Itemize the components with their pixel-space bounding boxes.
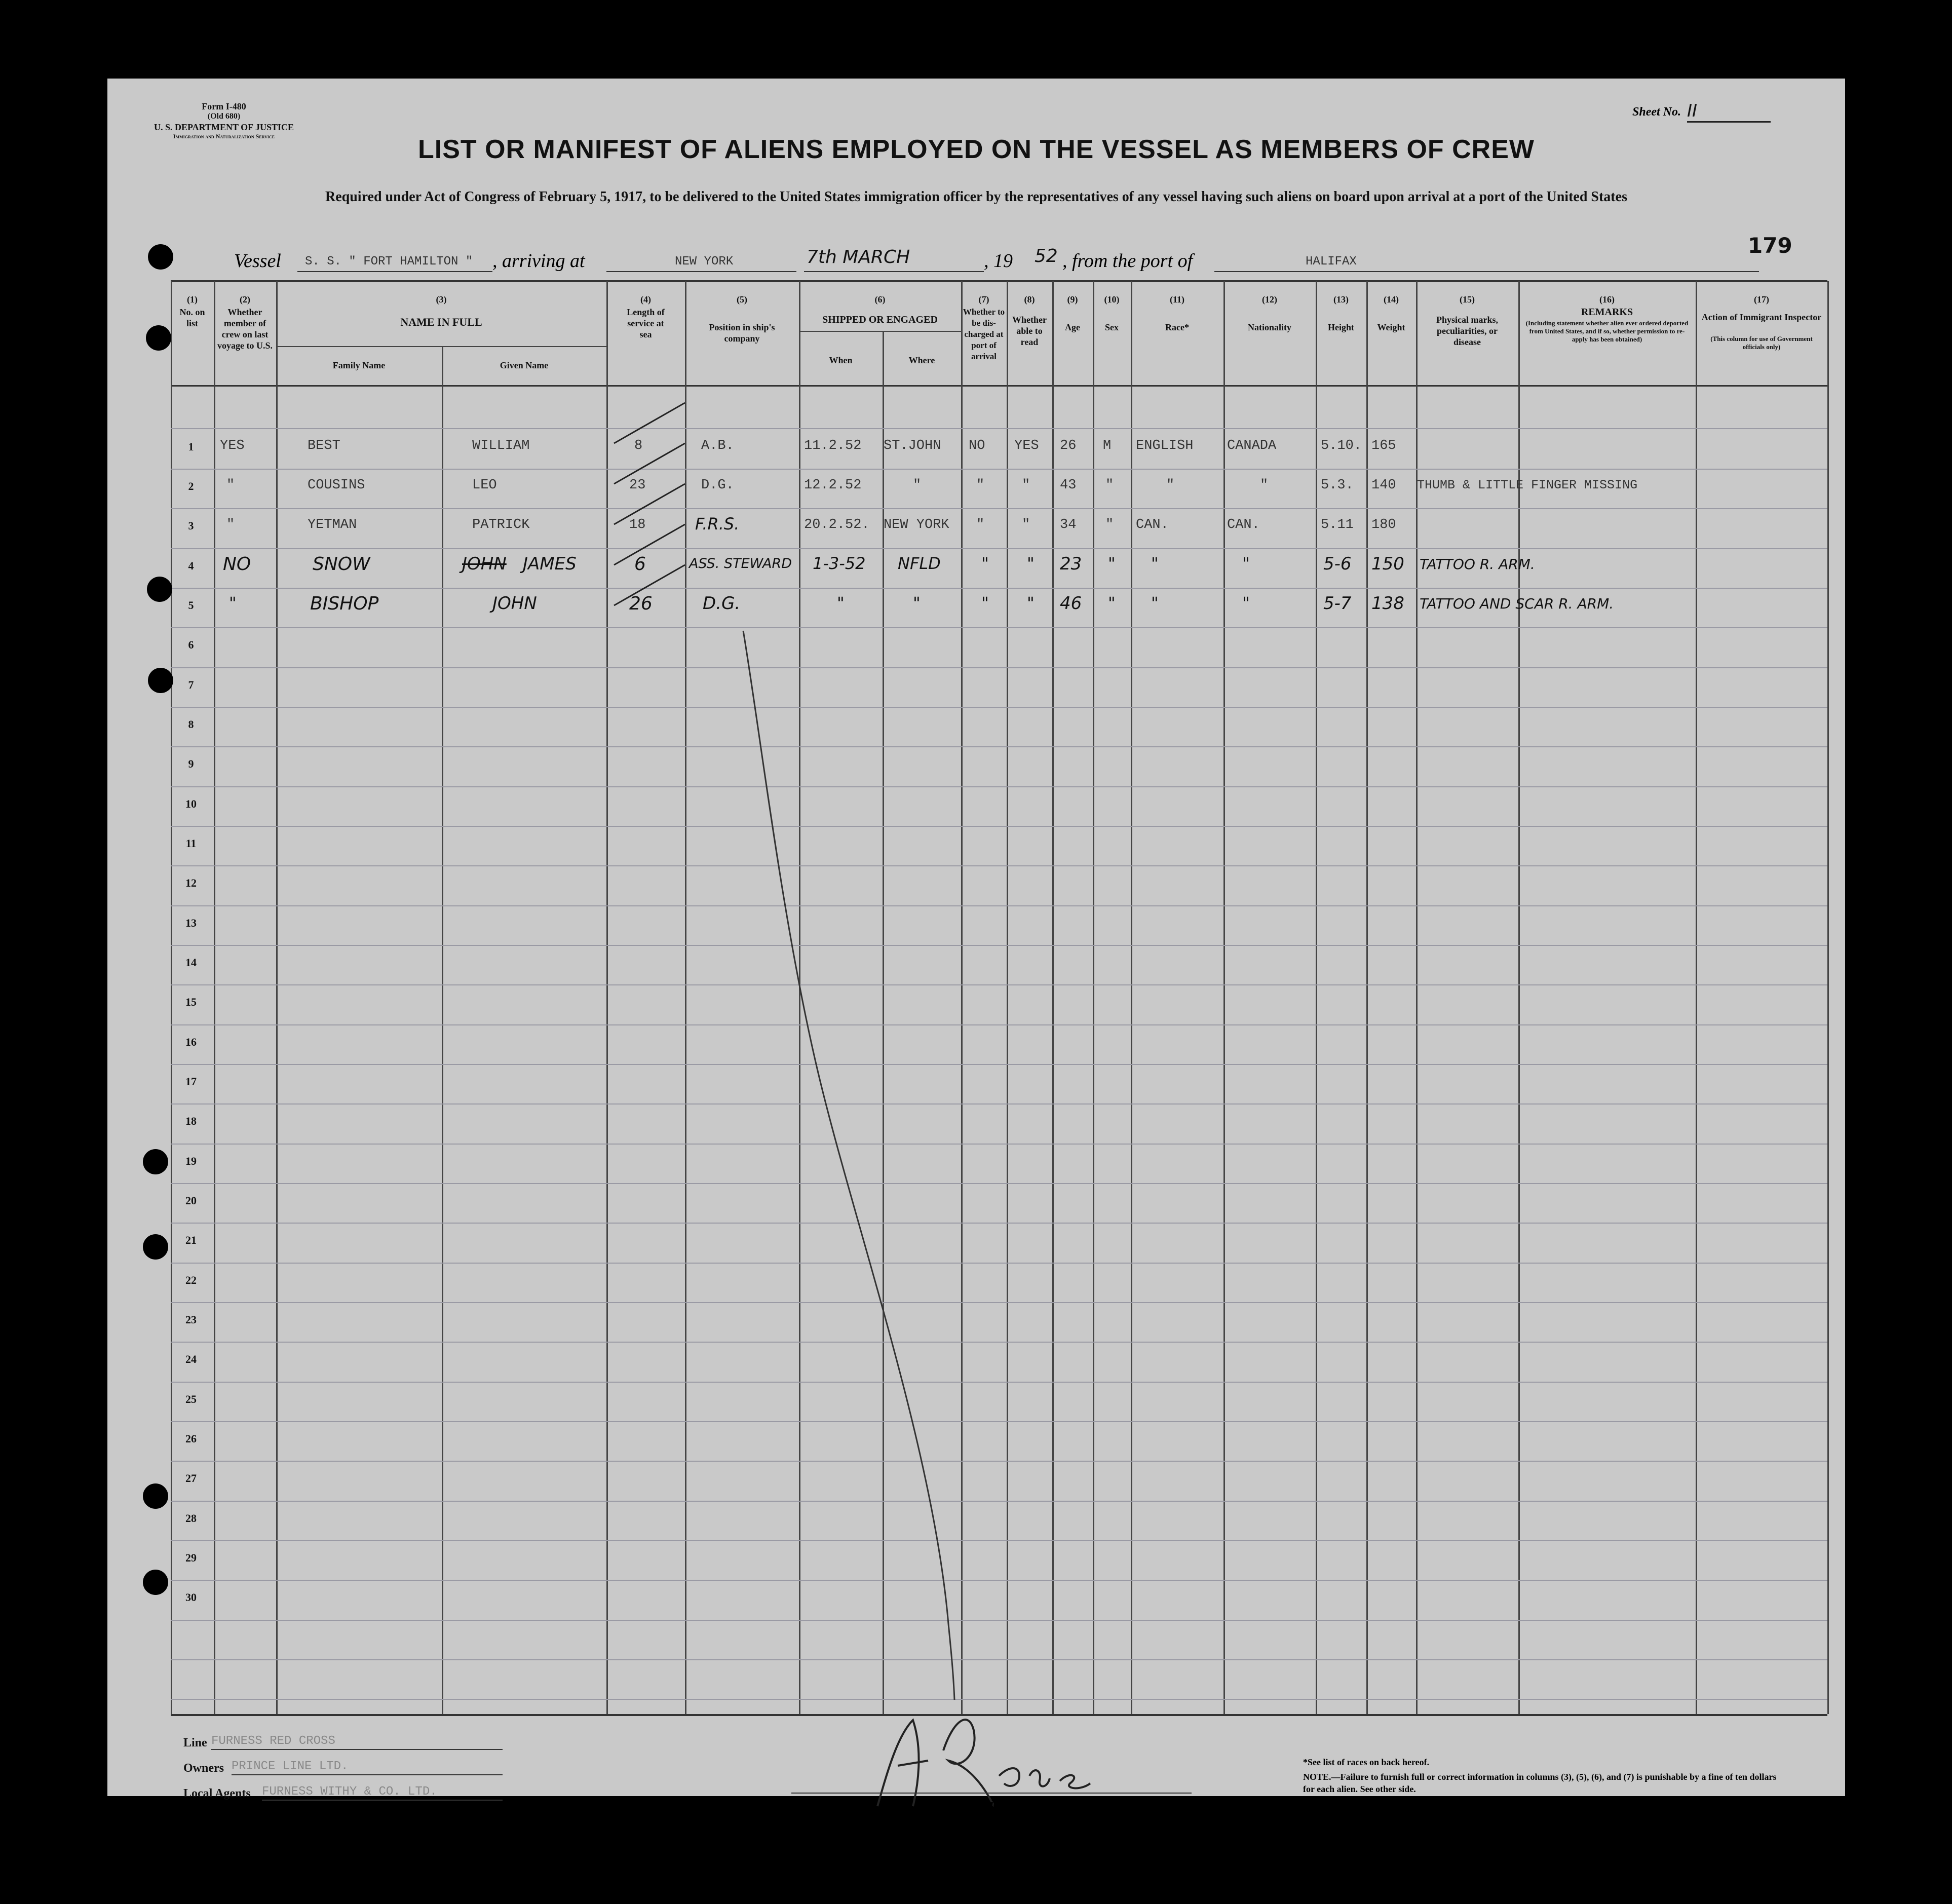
col15-number: (15) [1460, 294, 1475, 304]
arriving-port: NEW YORK [675, 255, 734, 269]
height: 5-7 [1323, 593, 1352, 614]
row-number: 15 [185, 996, 197, 1008]
service-years: 8 [634, 438, 643, 453]
nationality: " [1260, 478, 1269, 493]
row-number: 5 [188, 599, 194, 612]
binder-hole [148, 668, 173, 693]
row-number: 12 [185, 877, 197, 889]
inspector-label: Immigrant Inspector [969, 1797, 1064, 1810]
service-years: 18 [629, 517, 646, 532]
row-number: 17 [185, 1075, 197, 1088]
row-number: 20 [185, 1194, 197, 1207]
shipped-when: 12.2.52 [804, 478, 862, 493]
given-name: PATRICK [472, 517, 530, 532]
shipped-where: NFLD [898, 554, 941, 573]
binder-hole [143, 1483, 168, 1509]
race: ENGLISH [1136, 438, 1194, 453]
age: 34 [1060, 517, 1077, 532]
inspector-line [791, 1793, 1192, 1794]
sex: " [1105, 517, 1114, 532]
weight: 165 [1371, 438, 1396, 453]
nationality: CANADA [1227, 438, 1277, 453]
row-number: 8 [188, 718, 194, 731]
row-number: 18 [185, 1115, 197, 1127]
prev-voyage: NO [223, 554, 251, 575]
prev-voyage: " [226, 478, 235, 493]
from-label: , from the port of [1062, 250, 1193, 272]
given-name: JOHN [492, 593, 537, 614]
physical-marks: TATTOO AND SCAR R. ARM. [1420, 595, 1614, 612]
col16-number: (16) [1599, 294, 1615, 304]
col13-number: (13) [1333, 294, 1349, 304]
sex: " [1108, 554, 1116, 573]
owners-value: PRINCE LINE LTD. [232, 1760, 349, 1773]
sex: " [1108, 593, 1116, 613]
from-port: HALIFAX [1306, 255, 1357, 269]
row-number: 4 [188, 559, 194, 572]
line-value: FURNESS RED CROSS [211, 1734, 335, 1748]
row-number: 21 [185, 1234, 197, 1246]
height: 5.3. [1321, 478, 1354, 493]
page-title: LIST OR MANIFEST OF ALIENS EMPLOYED ON THE VESSEL AS MEMBERS OF CREW [418, 135, 1535, 164]
row-number: 25 [185, 1393, 197, 1405]
family-name: COUSINS [308, 478, 365, 493]
year-prefix: , 19 [984, 250, 1013, 272]
discharged: " [976, 478, 985, 493]
able-to-read: YES [1014, 438, 1039, 453]
shipped-where: ST.JOHN [884, 438, 941, 453]
manifest-sheet [107, 79, 1845, 1810]
col9-label: Age [1065, 322, 1080, 332]
col5-label: Position in ship's company [709, 322, 775, 344]
agents-label: Local Agents [183, 1787, 251, 1800]
shipped-when: 11.2.52 [804, 438, 862, 453]
position: F.R.S. [695, 514, 740, 534]
row-number: 2 [188, 480, 194, 492]
row-number: 30 [185, 1591, 197, 1604]
col8-label: Whether able to read [1012, 315, 1047, 347]
physical-marks: THUMB & LITTLE FINGER MISSING [1417, 478, 1638, 492]
col11-number: (11) [1170, 294, 1184, 304]
service-years: 23 [629, 478, 646, 493]
age: 26 [1060, 438, 1077, 453]
row-number: 6 [188, 638, 194, 651]
discharged: " [976, 517, 985, 532]
col4-label: Length of service at sea [627, 307, 665, 339]
col8-number: (8) [1024, 294, 1035, 304]
col10-number: (10) [1104, 294, 1120, 304]
page-number: 179 [1748, 233, 1792, 258]
row-number: 1 [188, 440, 194, 453]
discharged: " [981, 554, 989, 573]
prev-voyage: " [229, 593, 237, 613]
height: 5.10. [1321, 438, 1362, 453]
weight: 138 [1371, 593, 1404, 614]
prev-voyage: " [226, 517, 235, 532]
family-name: BEST [308, 438, 340, 453]
service-years: 26 [629, 593, 653, 614]
row-number: 24 [185, 1353, 197, 1365]
col7-label: Whether to be dis-charged at port of arrival [963, 307, 1005, 361]
pen-strokes [107, 79, 1845, 1796]
row-number: 11 [185, 837, 197, 850]
row-number: 14 [185, 956, 197, 969]
nationality: " [1242, 554, 1250, 573]
col5-number: (5) [737, 294, 747, 304]
form-old-number: (Old 680) [207, 112, 241, 121]
department: U. S. DEPARTMENT OF JUSTICE [154, 122, 294, 132]
physical-marks: TATTOO R. ARM. [1420, 556, 1535, 573]
shipped-where: NEW YORK [884, 517, 949, 532]
row-number: 19 [185, 1155, 197, 1167]
service-check-stroke [614, 403, 685, 605]
row-number: 27 [185, 1472, 197, 1484]
shipped-when: " [837, 593, 845, 613]
row-number: 29 [185, 1551, 197, 1564]
family-name: YETMAN [308, 517, 357, 532]
service: Immigration and Naturalization Service [173, 133, 275, 140]
vertical-pen-line [743, 631, 954, 1700]
col7-number: (7) [978, 294, 989, 304]
arriving-label: , arriving at [492, 250, 585, 272]
row-number: 28 [185, 1512, 197, 1525]
col1-label: No. on list [179, 307, 205, 328]
penalty-note: NOTE.—Failure to furnish full or correct information in columns (3), (5), (6), and (7) is punishable by a fine of ten dollars for each alien. See other side. [1303, 1772, 1777, 1794]
line-underline [211, 1749, 503, 1750]
binder-hole [146, 325, 171, 351]
col17-label: Action of Immigrant Inspector [1701, 312, 1822, 322]
owners-label: Owners [183, 1762, 224, 1775]
able-to-read: " [1027, 593, 1035, 613]
col13-label: Height [1328, 322, 1354, 332]
when-header: When [829, 355, 853, 365]
age: 43 [1060, 478, 1077, 493]
year-value: 52 [1035, 246, 1058, 266]
given-name-header: Given Name [500, 360, 549, 370]
col12-label: Nationality [1247, 322, 1291, 332]
page-subtitle: Required under Act of Congress of February 5, 1917, to be delivered to the United States immigration officer by the representatives of any vessel having such aliens on board upon arrival at a port of the United States [325, 189, 1627, 205]
nationality: CAN. [1227, 517, 1260, 532]
col9-number: (9) [1067, 294, 1078, 304]
row-number: 22 [185, 1274, 197, 1286]
shipped-when: 1-3-52 [813, 554, 866, 573]
col2-label: Whether member of crew on last voyage to U.S. [217, 307, 273, 351]
col12-number: (12) [1262, 294, 1277, 304]
col15-label: Physical marks, peculiarities, or disease [1436, 315, 1498, 347]
col16-label: REMARKS [1581, 307, 1633, 318]
arrival-date: 7th MARCH [807, 247, 910, 268]
vessel-label: Vessel [234, 250, 281, 272]
family-name-header: Family Name [332, 360, 386, 370]
col17-note: (This column for use of Government officials only) [1710, 335, 1813, 351]
age: 23 [1060, 554, 1082, 574]
sex: " [1105, 478, 1114, 493]
age: 46 [1060, 593, 1082, 614]
form-number: Form I-480 [202, 101, 246, 111]
row-number: 16 [185, 1036, 197, 1048]
agents-value: FURNESS WITHY & CO. LTD. [262, 1785, 437, 1799]
where-header: Where [908, 355, 935, 365]
able-to-read: " [1022, 517, 1030, 532]
shipped-where: " [913, 593, 921, 613]
row-number: 9 [188, 757, 194, 770]
race: " [1151, 593, 1159, 613]
race: CAN. [1136, 517, 1169, 532]
weight: 180 [1371, 517, 1396, 532]
able-to-read: " [1027, 554, 1035, 573]
race: " [1166, 478, 1175, 493]
line-label: Line [183, 1736, 207, 1749]
weight: 140 [1371, 478, 1396, 493]
sex: M [1103, 438, 1112, 453]
vessel-name: S. S. " FORT HAMILTON " [305, 255, 473, 269]
binder-hole [143, 1149, 168, 1174]
height: 5.11 [1321, 517, 1354, 532]
col11-label: Race* [1165, 322, 1189, 332]
col16-note: (Including statement whether alien ever ordered deported from United States, and if so, whether permission to re-apply has been obtained) [1525, 319, 1689, 343]
discharged: NO [969, 438, 985, 453]
nationality: " [1242, 593, 1250, 613]
col1-number: (1) [187, 294, 198, 304]
sheet-label: Sheet No. [1632, 105, 1681, 119]
shipped-where: " [913, 478, 922, 493]
col4-number: (4) [640, 294, 651, 304]
col14-number: (14) [1384, 294, 1399, 304]
agents-underline [262, 1800, 503, 1801]
family-name: BISHOP [310, 593, 379, 614]
col3-number: (3) [436, 294, 447, 304]
prev-voyage: YES [220, 438, 245, 453]
binder-hole [143, 1234, 168, 1260]
col14-label: Weight [1377, 322, 1405, 332]
row-number: 26 [185, 1432, 197, 1445]
col6-number: (6) [874, 294, 886, 304]
height: 5-6 [1323, 554, 1352, 574]
binder-hole [143, 1570, 168, 1595]
row-number: 13 [185, 917, 197, 929]
given-name: JAMES [523, 554, 577, 574]
row-number: 23 [185, 1313, 197, 1326]
able-to-read: " [1022, 478, 1030, 493]
row-number: 7 [188, 678, 194, 691]
family-name: SNOW [313, 554, 370, 575]
position: ASS. STEWARD [689, 556, 792, 572]
col6-label: SHIPPED OR ENGAGED [822, 314, 938, 325]
given-name: WILLIAM [472, 438, 530, 453]
shipped-when: 20.2.52. [804, 517, 870, 532]
discharged: " [981, 593, 989, 613]
race: " [1151, 554, 1159, 573]
given-name: LEO [472, 478, 497, 493]
col17-number: (17) [1754, 294, 1769, 304]
position: A.B. [701, 438, 734, 453]
col2-number: (2) [240, 294, 250, 304]
position: D.G. [701, 478, 734, 493]
row-number: 10 [185, 797, 197, 810]
weight: 150 [1371, 554, 1404, 574]
col3-label: NAME IN FULL [400, 316, 482, 328]
position: D.G. [703, 593, 741, 614]
row-number: 3 [188, 519, 194, 532]
races-note: *See list of races on back hereof. [1303, 1757, 1430, 1767]
binder-hole [147, 577, 172, 602]
col10-label: Sex [1105, 322, 1119, 332]
binder-hole [148, 244, 173, 270]
owners-underline [232, 1774, 503, 1775]
service-years: 6 [634, 554, 646, 575]
given-name-struck: JOHN [462, 554, 507, 574]
sheet-number: II [1687, 101, 1698, 121]
